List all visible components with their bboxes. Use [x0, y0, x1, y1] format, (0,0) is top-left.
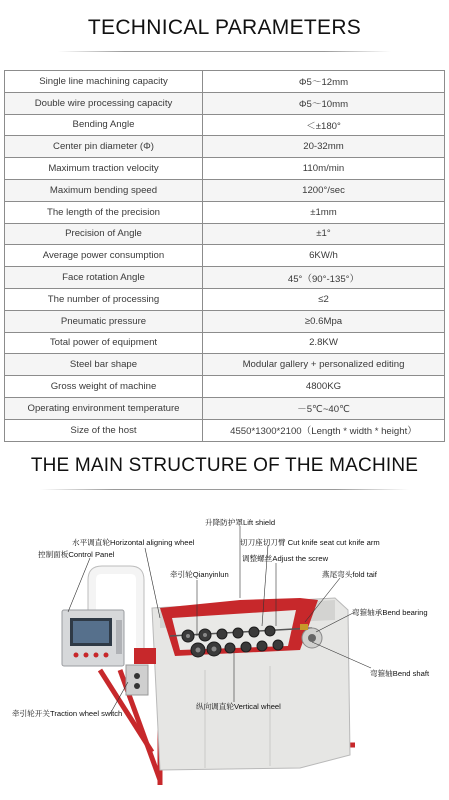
param-row	[5, 419, 445, 441]
param-value: ≤2	[203, 288, 445, 310]
label-qianyinlun: 牵引轮Qianyinlun	[170, 570, 229, 579]
label-vertical-wheel: 纵向调直轮Vertical wheel	[196, 702, 281, 711]
param-row	[5, 201, 445, 223]
param-row	[5, 245, 445, 267]
param-label: Precision of Angle	[5, 223, 203, 245]
param-row	[5, 223, 445, 245]
param-value: 1200°/sec	[203, 179, 445, 201]
param-value: ±1°	[203, 223, 445, 245]
param-row	[5, 136, 445, 158]
label-bend-bearing: 弯箍轴承Bend bearing	[352, 608, 428, 617]
param-value: －5℃~40℃	[203, 397, 445, 419]
param-label: Center pin diameter (Φ)	[5, 136, 203, 158]
param-label: The number of processing	[5, 288, 203, 310]
param-value: Φ5～10mm	[203, 92, 445, 114]
param-row	[5, 92, 445, 114]
param-value: 4800KG	[203, 376, 445, 398]
param-row	[5, 158, 445, 180]
param-row	[5, 114, 445, 136]
feed-device	[134, 648, 156, 664]
param-label: Face rotation Angle	[5, 267, 203, 289]
param-label: Size of the host	[5, 419, 203, 441]
param-value: ±1mm	[203, 201, 445, 223]
param-label: Double wire processing capacity	[5, 92, 203, 114]
param-value: 20-32mm	[203, 136, 445, 158]
param-label: Maximum traction velocity	[5, 158, 203, 180]
param-row	[5, 354, 445, 376]
param-value: 2.8KW	[203, 332, 445, 354]
machine-illustration	[0, 500, 449, 800]
parameters-table	[4, 70, 445, 442]
param-value: 110m/min	[203, 158, 445, 180]
label-adjust-screw: 调整螺丝Adjust the screw	[242, 554, 329, 563]
param-label: Average power consumption	[5, 245, 203, 267]
param-row	[5, 310, 445, 332]
param-row	[5, 288, 445, 310]
param-row	[5, 397, 445, 419]
main-structure-title: THE MAIN STRUCTURE OF THE MACHINE	[30, 455, 419, 476]
label-fold-tail: 燕尾弯头fold taif	[322, 570, 377, 579]
param-value: Modular gallery + personalized editing	[203, 354, 445, 376]
param-label: Single line machining capacity	[5, 71, 203, 93]
param-label: Steel bar shape	[5, 354, 203, 376]
structure-divider	[40, 489, 409, 490]
machine-structure-diagram	[0, 500, 449, 800]
label-horizontal-aligning-wheel: 水平调直轮Horizontal aligning wheel	[72, 538, 195, 547]
param-label: Operating environment temperature	[5, 397, 203, 419]
param-value: ≥0.6Mpa	[203, 310, 445, 332]
label-traction-wheel-switch: 牵引轮开关Traction wheel switch	[12, 709, 123, 718]
control-panel-cabinet	[62, 610, 124, 666]
param-label: Bending Angle	[5, 114, 203, 136]
param-label: Maximum bending speed	[5, 179, 203, 201]
param-label: Gross weight of machine	[5, 376, 203, 398]
param-value: ＜±180°	[203, 114, 445, 136]
param-label: The length of the precision	[5, 201, 203, 223]
label-cut-knife: 切刀座切刀臂 Cut knife seat cut knife arm	[240, 538, 380, 547]
param-row	[5, 376, 445, 398]
param-value: Φ5～12mm	[203, 71, 445, 93]
param-value: 6KW/h	[203, 245, 445, 267]
param-label: Pneumatic pressure	[5, 310, 203, 332]
traction-switch-box	[126, 665, 148, 695]
title-divider	[58, 51, 391, 52]
param-label: Total power of equipment	[5, 332, 203, 354]
param-row	[5, 332, 445, 354]
param-value: 4550*1300*2100（Length * width * height）	[203, 419, 445, 441]
label-control-panel: 控制面板Control Panel	[38, 550, 115, 559]
param-row	[5, 71, 445, 93]
label-lift-shield: 升降防护罩Lift shield	[205, 518, 276, 527]
technical-parameters-title: TECHNICAL PARAMETERS	[87, 16, 362, 39]
param-row	[5, 179, 445, 201]
param-value: 45°（90°-135°）	[203, 267, 445, 289]
param-row	[5, 267, 445, 289]
label-bend-shaft: 弯箍轴Bend shaft	[370, 669, 430, 678]
